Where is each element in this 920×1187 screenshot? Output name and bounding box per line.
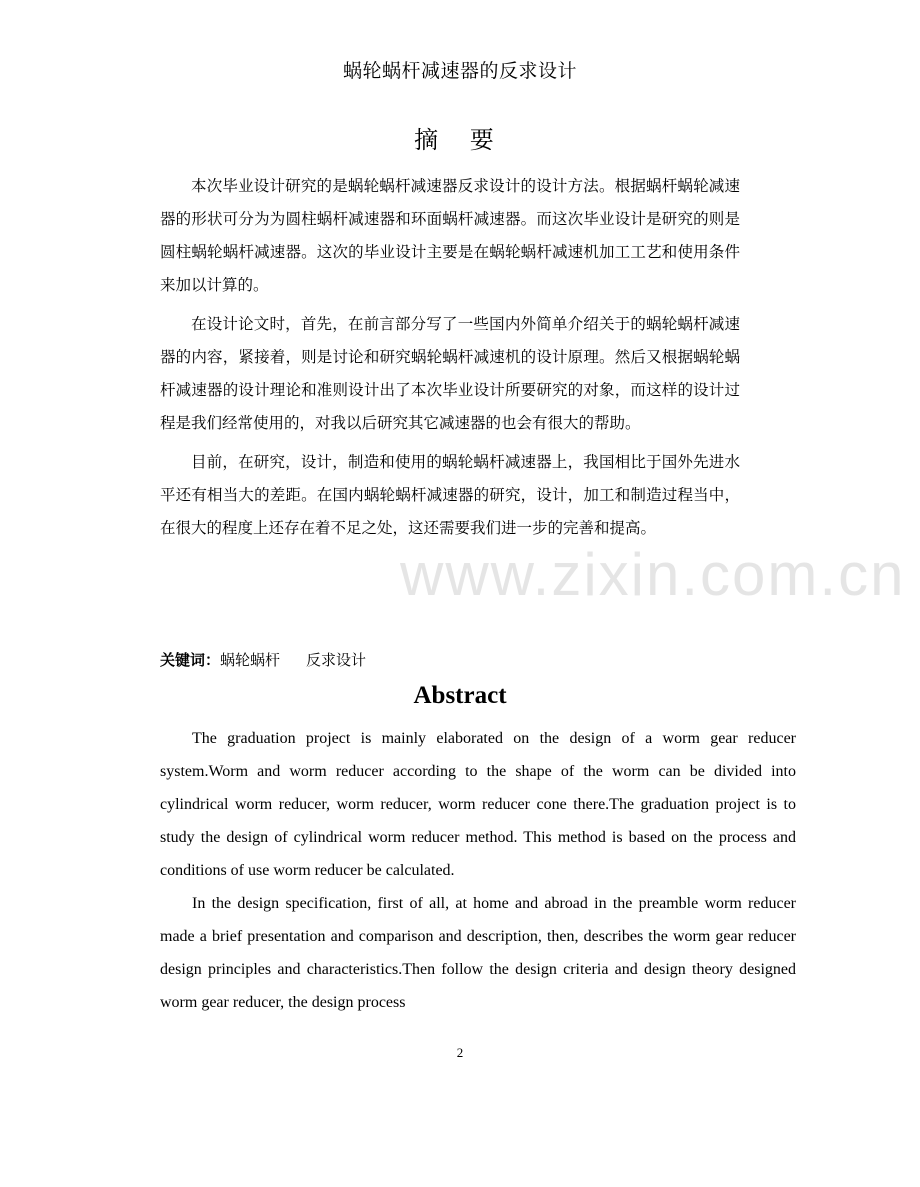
document-title: 蜗轮蜗杆减速器的反求设计 xyxy=(342,60,577,82)
abstract-cn-body xyxy=(160,170,740,551)
keyword-2: 反求设计 xyxy=(306,651,367,669)
keywords-line xyxy=(160,648,366,672)
abstract-en-heading: Abstract xyxy=(413,682,507,709)
abstract-en-body xyxy=(160,722,796,1019)
abstract-en-paragraph-2: In the design specification, first of all, at home and abroad in the preamble worm reducer made a brief presentation and comparison and description, then, describes the worm gear reducer design principles and characteristics.Then follow the design criteria and design theory designed worm gear reducer, the design process xyxy=(160,895,796,1011)
abstract-cn-heading: 摘 要 xyxy=(414,126,506,154)
abstract-cn-paragraph-1: 本次毕业设计研究的是蜗轮蜗杆减速器反求设计的设计方法。根据蜗杆蜗轮减速器的形状可分为为圆柱蜗杆减速器和环面蜗杆减速器。而这次毕业设计是研究的则是圆柱蜗轮蜗杆减速器。这次的毕业设计主要是在蜗轮蜗杆减速机加工工艺和使用条件来加以计算的。 xyxy=(160,177,740,294)
abstract-en-paragraph-1: The graduation project is mainly elaborated on the design of a worm gear reducer system.Worm and worm reducer according to the shape of the worm can be divided into cylindrical worm reducer, worm reducer, worm reducer cone there.The graduation project is to study the design of cylindrical worm reducer method. This method is based on the process and conditions of use worm reducer be calculated. xyxy=(160,730,796,879)
abstract-cn-paragraph-3: 目前，在研究，设计，制造和使用的蜗轮蜗杆减速器上，我国相比于国外先进水平还有相当大的差距。在国内蜗轮蜗杆减速器的研究，设计，加工和制造过程当中，在很大的程度上还存在着不足之处，这还需要我们进一步的完善和提高。 xyxy=(160,453,740,537)
watermark: www.zixin.com.cn xyxy=(400,541,906,608)
keywords-label: 关键词： xyxy=(160,651,221,669)
page-number: 2 xyxy=(456,1045,464,1060)
abstract-cn-paragraph-2: 在设计论文时，首先，在前言部分写了一些国内外简单介绍关于的蜗轮蜗杆减速器的内容，紧接着，则是讨论和研究蜗轮蜗杆减速机的设计原理。然后又根据蜗轮蜗杆减速器的设计理论和准则设计出了本次毕业设计所要研究的对象，而这样的设计过程是我们经常使用的，对我以后研究其它减速器的也会有很大的帮助。 xyxy=(160,315,740,432)
keyword-1: 蜗轮蜗杆 xyxy=(220,651,281,669)
